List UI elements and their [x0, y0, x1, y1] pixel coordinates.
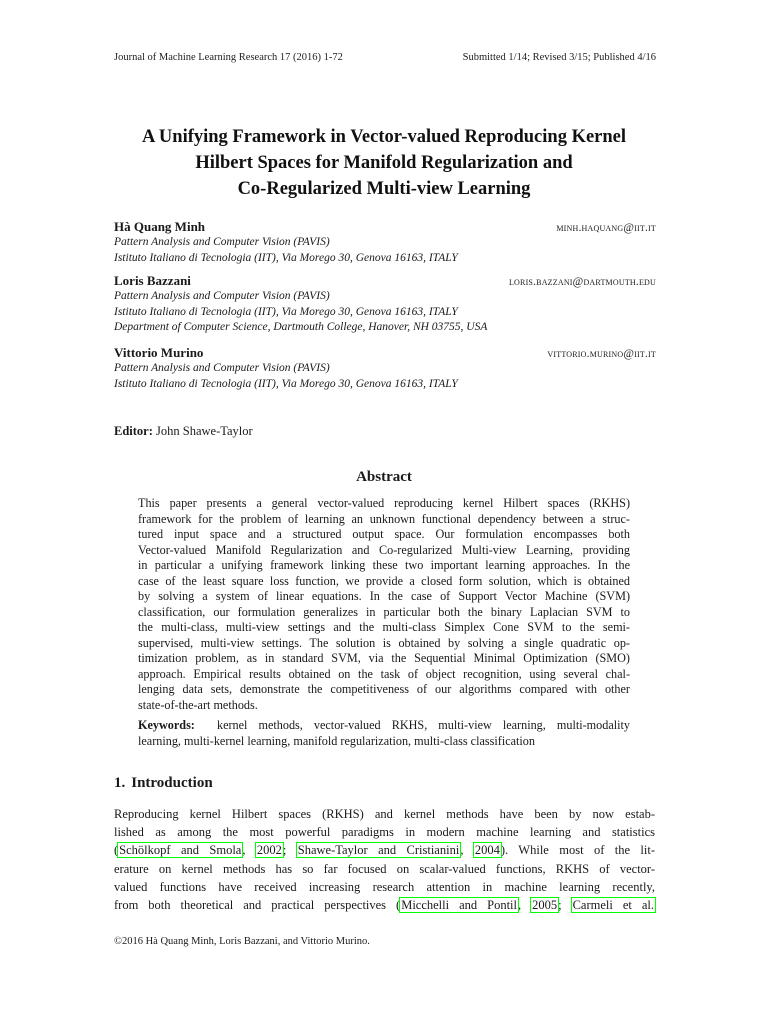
keywords-line: learning, multi-kernel learning, manifold regularization, multi-class classification: [138, 734, 535, 748]
submission-dates: Submitted 1/14; Revised 3/15; Published 4/16: [462, 52, 656, 63]
paren: (: [114, 843, 119, 858]
author-affiliation: Pattern Analysis and Computer Vision (PAVIS): [114, 236, 330, 248]
abstract-body: [138, 496, 630, 713]
abstract-line: approach. Empirical results obtained on the task of object recognition, using several chal-: [138, 666, 630, 681]
author-email: loris.bazzani@dartmouth.edu: [508, 276, 656, 288]
body-line: valued functions have received increasing research attention in machine learning recently,: [114, 879, 655, 894]
author-name: Hà Quang Minh: [114, 219, 206, 234]
citation-separator: ,: [242, 843, 256, 858]
author-name: Vittorio Murino: [114, 345, 204, 360]
abstract-line: case of the least square loss function, we provide a closed form solution, which is obtained: [138, 573, 630, 588]
author-name: Loris Bazzani: [114, 273, 191, 288]
body-line: [114, 841, 655, 859]
body-text: from both theoretical and practical perspectives (: [114, 898, 401, 913]
citation-link[interactable]: Shawe-Taylor and Cristianini: [297, 843, 460, 858]
author-email: vittorio.murino@iit.it: [547, 348, 656, 360]
citation-separator: ;: [558, 898, 572, 913]
section-title: Introduction: [131, 775, 213, 791]
author-affiliation: Istituto Italiano di Tecnologia (IIT), Via Morego 30, Genova 16163, ITALY: [114, 305, 458, 318]
abstract-line: classification, our formulation generalizes in particular both the binary Laplacian SVM to: [138, 604, 630, 619]
paper-title: [100, 124, 668, 202]
author-affiliation: Pattern Analysis and Computer Vision (PAVIS): [114, 362, 330, 374]
body-text: ). While most of the lit-: [500, 843, 656, 858]
citation-link[interactable]: Carmeli et al.: [572, 898, 654, 913]
section-number: 1.: [114, 775, 126, 791]
body-line: lished as among the most powerful paradigms in modern machine learning and statistics: [114, 825, 655, 840]
title-line: A Unifying Framework in Vector-valued Reproducing Kernel: [141, 127, 627, 147]
body-line: erature on kernel methods has so far focused on scalar-valued functions, RKHS of vector-: [114, 861, 655, 876]
author-affiliation: Istituto Italiano di Tecnologia (IIT), Via Morego 30, Genova 16163, ITALY: [114, 377, 458, 390]
abstract-line: state-of-the-art methods.: [138, 697, 258, 712]
author-block: [114, 345, 656, 392]
abstract-line: Vector-valued Manifold Regularization and Co-regularized Multi-view Learning, providing: [138, 542, 630, 557]
running-header: [114, 52, 656, 63]
abstract-line: framework for the problem of learning an unknown functional dependency between a struc-: [138, 511, 630, 526]
citation-link[interactable]: Schölkopf and Smola: [119, 843, 242, 858]
abstract-line: the multi-class, multi-view settings and the multi-class Simplex Cone SVM to the semi-: [138, 620, 630, 634]
author-block: [114, 273, 656, 336]
abstract-line: lenging data sets, demonstrate the competitiveness of our algorithms compared with other: [138, 682, 630, 696]
author-email: minh.haquang@iit.it: [556, 222, 656, 234]
keywords-text: kernel methods, vector-valued RKHS, multi-view learning, multi-modality: [216, 718, 630, 732]
author-affiliation: Istituto Italiano di Tecnologia (IIT), Via Morego 30, Genova 16163, ITALY: [114, 251, 458, 264]
abstract-heading: Abstract: [356, 469, 412, 485]
abstract-line: by solving a system of linear equations. In the case of Support Vector Machine (SVM): [138, 589, 630, 603]
title-line: Co-Regularized Multi-view Learning: [237, 179, 531, 199]
citation-separator: ,: [518, 898, 532, 913]
author-block: [114, 219, 656, 266]
copyright-notice: ©2016 Hà Quang Minh, Loris Bazzani, and Vittorio Murino.: [114, 936, 370, 947]
introduction-body: [114, 805, 655, 914]
journal-info: Journal of Machine Learning Research 17 (2016) 1-72: [114, 52, 343, 63]
editor-line: [114, 424, 253, 439]
keywords-label: Keywords:: [138, 718, 195, 732]
body-line: [114, 896, 655, 914]
citation-separator: ,: [460, 843, 474, 858]
body-line: Reproducing kernel Hilbert spaces (RKHS) and kernel methods have been by now estab-: [114, 807, 655, 821]
editor-label: Editor:: [114, 424, 153, 438]
citation-year-link[interactable]: 2005: [532, 898, 558, 913]
citation-link[interactable]: Micchelli and Pontil: [401, 898, 517, 913]
section-heading-introduction: [114, 775, 213, 792]
citation-separator: ;: [282, 843, 297, 858]
abstract-line: in particular a unifying framework linking these two important learning approaches. In the: [138, 558, 630, 572]
author-affiliation: Pattern Analysis and Computer Vision (PAVIS): [114, 290, 330, 302]
abstract-line: tured input space and a structured output space. Our formulation encompasses both: [138, 527, 630, 541]
keywords-line: [138, 717, 630, 733]
keywords-block: [138, 717, 630, 749]
title-line: Hilbert Spaces for Manifold Regularization and: [195, 153, 573, 173]
author-affiliation: Department of Computer Science, Dartmouth College, Hanover, NH 03755, USA: [114, 321, 488, 333]
editor-name: John Shawe-Taylor: [156, 424, 253, 438]
abstract-line: timization problem, as in standard SVM, via the Sequential Minimal Optimization (SMO): [138, 651, 630, 665]
abstract-line: This paper presents a general vector-valued reproducing kernel Hilbert spaces (RKHS): [138, 496, 630, 510]
abstract-line: supervised, multi-view settings. The solution is obtained by solving a single quadratic op-: [138, 635, 630, 650]
citation-year-link[interactable]: 2002: [256, 843, 282, 858]
citation-year-link[interactable]: 2004: [474, 843, 500, 858]
